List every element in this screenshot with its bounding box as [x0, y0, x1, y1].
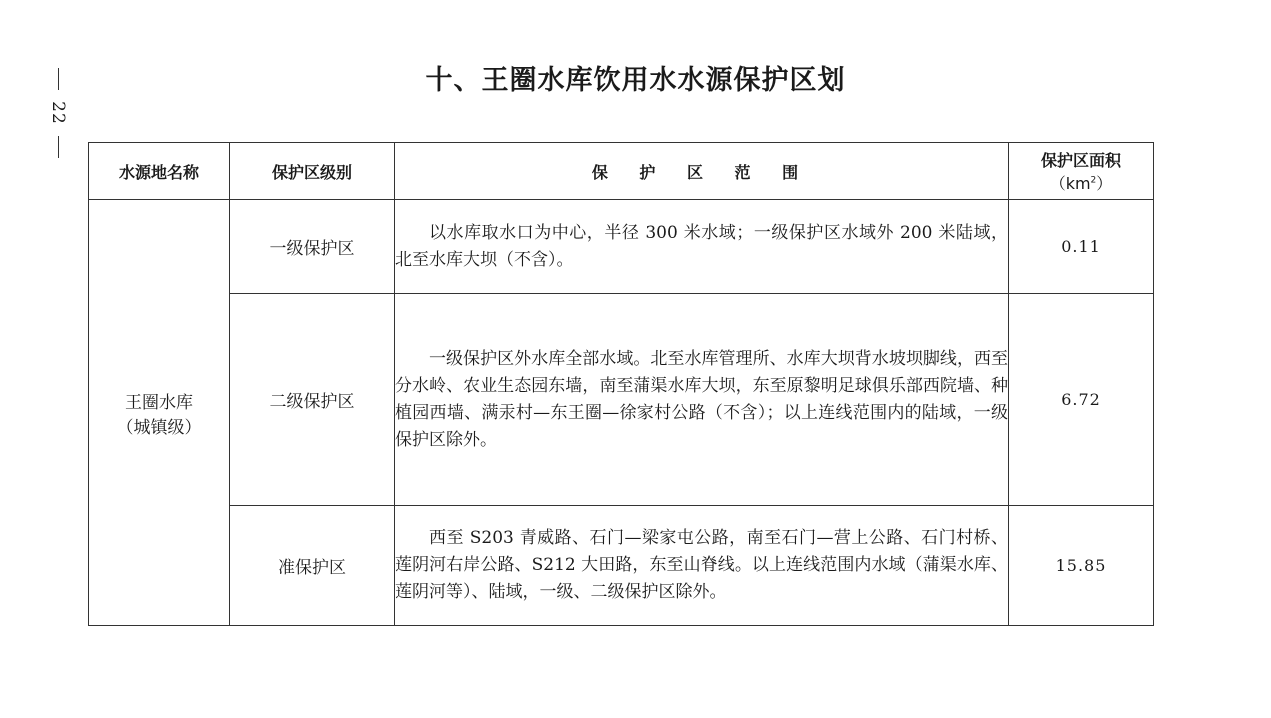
- header-level: 保护区级别: [230, 143, 395, 200]
- unit-superscript: 2: [1090, 175, 1097, 186]
- range-cell: [395, 506, 1009, 626]
- table-row: [89, 294, 1154, 506]
- table-row: [89, 506, 1154, 626]
- page-number-text: 22: [48, 101, 68, 125]
- source-type: （城镇级）: [116, 417, 202, 438]
- header-area-title: 保护区面积: [1040, 151, 1121, 170]
- level-cell: 一级保护区: [230, 200, 395, 294]
- range-text: 西至 S203 青威路、石门—梁家屯公路，南至石门—营上公路、石门村桥、莲阴河右岸公路、S212 大田路，东至山脊线。以上连线范围内水域（蒲渠水库、莲阴河等）、陆域，一级、二级保护区除外。: [395, 528, 1008, 602]
- table-row: [89, 200, 1154, 294]
- header-area: [1009, 143, 1154, 200]
- unit-close: ）: [1096, 174, 1113, 193]
- table-header-row: [89, 143, 1154, 200]
- range-cell: [395, 294, 1009, 506]
- header-range: [395, 143, 1009, 200]
- range-text: 以水库取水口为中心，半径 300 米水域；一级保护区水域外 200 米陆域，北至水库大坝（不含）。: [395, 222, 1008, 270]
- area-cell: 0.11: [1009, 200, 1154, 294]
- area-cell: 15.85: [1009, 506, 1154, 626]
- level-cell: 二级保护区: [230, 294, 395, 506]
- unit-open: （km: [1049, 174, 1091, 193]
- page-title: 十、王圈水库饮用水水源保护区划: [425, 65, 846, 96]
- area-cell: 6.72: [1009, 294, 1154, 506]
- range-cell: [395, 200, 1009, 294]
- protection-zone-table: [88, 142, 1154, 626]
- source-name-cell: [89, 200, 230, 626]
- header-source-name: 水源地名称: [89, 143, 230, 200]
- header-area-unit: [1009, 171, 1153, 194]
- level-cell: 准保护区: [230, 506, 395, 626]
- page-number-dash-bottom: [58, 136, 59, 158]
- range-text: 一级保护区外水库全部水域。北至水库管理所、水库大坝背水坡坝脚线，西至分水岭、农业生态园东墙，南至蒲渠水库大坝，东至原黎明足球俱乐部西院墙、种植园西墙、满汞村—东王圈—徐家村公路（不含）；以上连线范围内的陆域，一级保护区除外。: [395, 348, 1008, 450]
- source-name: 王圈水库: [125, 392, 193, 413]
- header-range-text: 保 护 区 范 围: [591, 162, 812, 182]
